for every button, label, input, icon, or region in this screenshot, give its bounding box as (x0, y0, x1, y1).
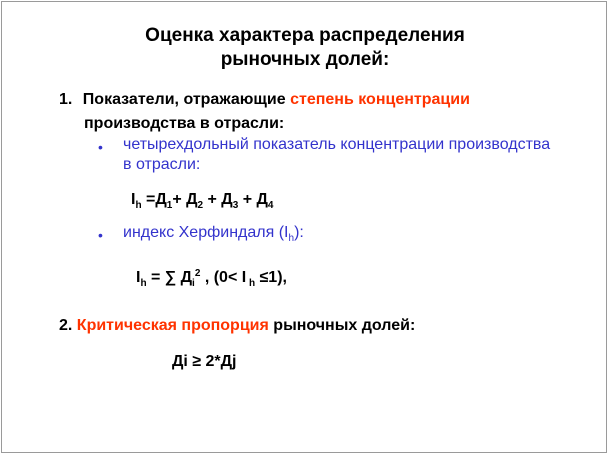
section2-text: рыночных долей: (268, 317, 416, 334)
section1-heading-line2: производства в отрасли: (84, 115, 285, 132)
bullet-2-sub: h (288, 233, 295, 244)
bullet-2-text (123, 224, 304, 244)
section1-highlight: степень концентрации (290, 91, 470, 108)
section2-highlight: Критическая пропорция (76, 317, 269, 334)
formula2-cond-a: , (0< I (200, 269, 247, 286)
formula1-p3: + Д (203, 191, 233, 208)
formula2-cond-b: ≤1), (255, 269, 287, 286)
formula1-eq: =Д (141, 191, 167, 208)
slide-title-line1: Оценка характера распределения (145, 25, 465, 46)
slide-title-line2: рыночных долей: (220, 49, 390, 70)
section1-number: 1. (59, 91, 73, 108)
formula1-I: I (131, 191, 136, 208)
formula1-sub-4: 4 (267, 200, 274, 211)
formula2-I: I (136, 269, 141, 286)
slide (1, 1, 607, 453)
formula2-sub-i: i (192, 278, 195, 289)
formula1-p2: + Д (172, 191, 198, 208)
bullet-1-line2: в отрасли: (123, 156, 201, 173)
formula1-sub-2: 2 (197, 200, 204, 211)
section1-text: Показатели, отражающие (82, 91, 291, 108)
formula2-eq: = ∑ Д (146, 269, 193, 286)
formula1-sub-3: 3 (232, 200, 239, 211)
bullet-2-close: ): (294, 224, 304, 241)
section2-number: 2. (59, 317, 73, 334)
section1-heading (59, 91, 470, 109)
formula-critical-proportion: Дi ≥ 2*Дj (172, 353, 237, 370)
formula1-p4: + Д (238, 191, 268, 208)
section2-heading (59, 317, 415, 335)
bullet-1-marker: • (98, 139, 103, 155)
formula1-sub-h: h (135, 200, 142, 211)
bullet-2-label: индекс Херфиндаля (I (123, 224, 289, 241)
bullet-2-marker: • (98, 227, 103, 243)
formula-concentration (131, 191, 273, 211)
formula2-cond-sub-h: h (246, 278, 256, 289)
bullet-1-line1: четырехдольный показатель концентрации производства (123, 136, 551, 153)
formula-herfindahl (136, 268, 287, 289)
formula1-sub-1: 1 (166, 200, 173, 211)
formula2-sup-2: 2 (194, 268, 201, 279)
formula2-sub-h: h (140, 278, 147, 289)
